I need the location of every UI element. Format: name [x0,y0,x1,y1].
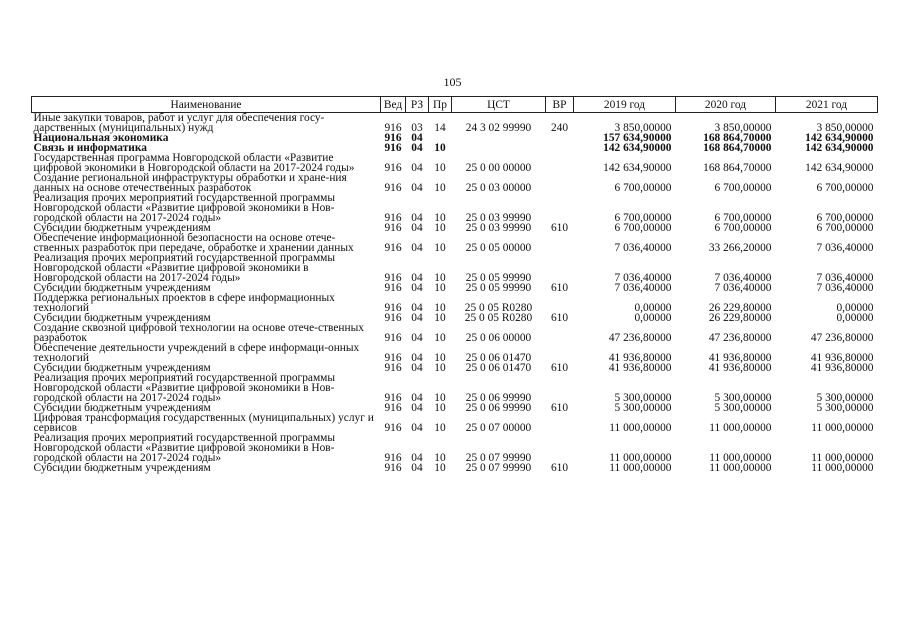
row-pr: 10 [434,142,446,154]
row-vr [546,293,574,313]
row-pr: 10 [434,392,446,404]
row-vr [546,253,574,283]
row-value-2020: 33 266,20000 [708,242,772,254]
header-name: Наименование [32,97,381,113]
row-cst: 25 0 06 99990 [465,402,532,414]
row-rz: 04 [411,272,423,284]
row-value-2021: 0,00000 [836,312,874,324]
table-row [32,413,878,433]
row-value-2019: 0,00000 [634,312,672,324]
row-value-2020: 11 000,00000 [709,452,772,464]
row-value-2020: 11 000,00000 [709,462,772,474]
row-value-2021: 6 700,00000 [816,212,874,224]
table-row [32,173,878,193]
row-cst: 25 0 00 00000 [465,162,532,174]
row-value-2020: 5 300,00000 [714,402,772,414]
row-value-2021: 5 300,00000 [816,392,874,404]
row-value-2021: 7 036,40000 [816,272,874,284]
row-cst [452,143,546,153]
row-cst: 25 0 05 99990 [465,272,532,284]
row-vr [546,153,574,173]
row-value-2021: 0,00000 [836,302,874,314]
row-cst: 25 0 06 01470 [465,362,532,374]
row-vr [546,173,574,193]
row-value-2020: 168 864,70000 [703,132,772,144]
row-pr: 10 [434,352,446,364]
row-vr [546,133,574,143]
row-value-2019: 3 850,00000 [614,122,672,134]
row-cst: 25 0 03 00000 [465,182,532,194]
row-value-2021: 47 236,80000 [810,332,874,344]
row-ved: 916 [384,272,402,284]
row-value-2019: 47 236,80000 [608,332,672,344]
row-name: Поддержка региональных проектов в сфере информационных технологий [33,292,335,314]
row-vr [546,433,574,463]
row-pr: 10 [434,162,446,174]
row-ved: 916 [384,312,402,324]
row-vr: 610 [550,402,569,414]
row-value-2021: 142 634,90000 [805,162,874,174]
row-pr: 10 [434,272,446,284]
row-name: Субсидии бюджетным учреждениям [33,362,211,374]
row-rz: 04 [411,312,423,324]
row-rz: 04 [411,242,423,254]
row-name: Субсидии бюджетным учреждениям [33,402,211,414]
row-ved: 916 [384,222,402,234]
row-ved: 916 [384,122,402,134]
row-value-2020: 6 700,00000 [714,222,772,234]
row-value-2019: 0,00000 [634,302,672,314]
row-ved: 916 [384,142,402,154]
row-rz: 04 [411,162,423,174]
row-ved: 916 [384,132,402,144]
row-vr: 610 [550,222,569,234]
row-pr: 10 [434,222,446,234]
row-pr: 10 [434,282,446,294]
row-vr [546,143,574,153]
row-value-2020: 41 936,80000 [708,362,772,374]
row-vr [546,193,574,223]
row-rz: 04 [411,212,423,224]
row-vr [546,323,574,343]
row-name: Создание сквозной цифровой технологии на основе отече-ственных разработок [33,322,364,344]
table-row [32,433,878,463]
row-rz: 04 [411,142,423,154]
row-rz: 04 [411,462,423,474]
row-pr: 10 [434,362,446,374]
row-name: Связь и информатика [33,142,147,154]
row-vr: 610 [550,362,569,374]
row-ved: 916 [384,332,402,344]
row-name: Обеспечение деятельности учреждений в сфере информаци-онных технологий [33,342,360,364]
row-name: Государственная программа Новгородской области «Развитие цифровой экономики в Новгородской области на 2017-2024 годы» [33,152,355,174]
row-value-2019: 11 000,00000 [609,422,672,434]
row-pr: 10 [434,312,446,324]
row-rz: 04 [411,402,423,414]
row-vr: 610 [550,462,569,474]
table-row [32,373,878,403]
row-value-2019: 6 700,00000 [614,182,672,194]
row-cst: 25 0 06 00000 [465,332,532,344]
row-pr: 10 [434,212,446,224]
budget-table [31,96,878,473]
row-name: Субсидии бюджетным учреждениям [33,312,211,324]
row-ved: 916 [384,452,402,464]
row-value-2019: 142 634,90000 [603,162,672,174]
table-header-row [32,97,878,113]
row-value-2019: 11 000,00000 [609,452,672,464]
row-ved: 916 [384,392,402,404]
row-value-2021: 6 700,00000 [816,222,874,234]
row-value-2020: 168 864,70000 [703,162,772,174]
row-value-2021: 41 936,80000 [810,352,874,364]
row-pr: 10 [434,422,446,434]
row-cst: 25 0 05 00000 [465,242,532,254]
row-value-2021: 11 000,00000 [811,452,874,464]
page-number: 105 [443,75,462,89]
row-cst: 25 0 05 99990 [465,282,532,294]
row-value-2021: 11 000,00000 [811,462,874,474]
table-row [32,463,878,473]
row-cst: 25 0 07 99990 [465,462,532,474]
row-ved: 916 [384,212,402,224]
row-cst: 25 0 06 99990 [465,392,532,404]
row-value-2020: 7 036,40000 [714,272,772,284]
row-cst: 25 0 03 99990 [465,212,532,224]
row-value-2020: 11 000,00000 [709,422,772,434]
row-value-2020: 7 036,40000 [714,282,772,294]
header-2019: 2019 год [574,97,676,113]
row-value-2019: 5 300,00000 [614,402,672,414]
row-value-2019: 5 300,00000 [614,392,672,404]
row-vr: 610 [550,312,569,324]
row-value-2021: 11 000,00000 [811,422,874,434]
row-pr: 10 [434,302,446,314]
row-value-2021: 7 036,40000 [816,242,874,254]
row-ved: 916 [384,282,402,294]
row-pr: 10 [434,462,446,474]
row-rz: 04 [411,222,423,234]
row-value-2021: 3 850,00000 [816,122,874,134]
table-row [32,193,878,223]
row-value-2020: 41 936,80000 [708,352,772,364]
row-rz: 04 [411,392,423,404]
row-cst: 24 3 02 99990 [465,122,532,134]
table-row [32,233,878,253]
row-rz: 03 [411,122,423,134]
row-cst: 25 0 07 99990 [465,452,532,464]
row-value-2021: 41 936,80000 [810,362,874,374]
row-cst: 25 0 03 99990 [465,222,532,234]
row-value-2019: 7 036,40000 [614,242,672,254]
row-value-2021: 142 634,90000 [805,132,874,144]
row-value-2020: 5 300,00000 [714,392,772,404]
header-2021: 2021 год [776,97,878,113]
row-value-2020: 168 864,70000 [703,142,772,154]
row-rz: 04 [411,332,423,344]
row-name: Субсидии бюджетным учреждениям [33,222,211,234]
row-vr [546,343,574,363]
row-ved: 916 [384,162,402,174]
row-name: Обеспечение информационной безопасности на основе отече-ственных разработок при передаче, обработке и хранении данных [33,232,354,254]
table-row [32,253,878,283]
row-value-2020: 3 850,00000 [714,122,772,134]
row-cst: 25 0 07 00000 [465,422,532,434]
table-body [32,113,878,474]
row-value-2019: 7 036,40000 [614,272,672,284]
row-vr: 240 [550,122,569,134]
row-rz: 04 [411,352,423,364]
row-value-2021: 6 700,00000 [816,182,874,194]
row-name: Национальная экономика [33,132,169,144]
row-rz: 04 [411,302,423,314]
row-name: Реализация прочих мероприятий государственной программы Новгородской области «Развитие цифровой экономики в Нов-городской области на 2017-2024 годы» [33,372,336,404]
row-rz: 04 [411,452,423,464]
row-vr [546,233,574,253]
row-value-2021: 142 634,90000 [805,142,874,154]
row-ved: 916 [384,422,402,434]
row-value-2019: 157 634,90000 [603,132,672,144]
row-vr: 610 [550,282,569,294]
header-pr: Пр [429,97,452,113]
row-name: Иные закупки товаров, работ и услуг для обеспечения госу-дарственных (муниципальных) нужд [33,112,325,134]
row-rz: 04 [411,282,423,294]
row-value-2020: 6 700,00000 [714,212,772,224]
row-vr [546,413,574,433]
row-value-2019: 6 700,00000 [614,222,672,234]
header-rz: РЗ [406,97,429,113]
row-value-2021: 7 036,40000 [816,282,874,294]
header-ved: Вед [381,97,406,113]
row-pr: 10 [434,182,446,194]
row-name: Субсидии бюджетным учреждениям [33,462,211,474]
row-value-2020: 47 236,80000 [708,332,772,344]
row-name: Субсидии бюджетным учреждениям [33,282,211,294]
table-row [32,153,878,173]
row-pr: 10 [434,332,446,344]
table-row [32,113,878,134]
row-rz: 04 [411,362,423,374]
header-cst: ЦСТ [452,97,546,113]
row-value-2019: 6 700,00000 [614,212,672,224]
row-cst [452,133,546,143]
row-value-2019: 41 936,80000 [608,362,672,374]
table-row [32,323,878,343]
row-value-2019: 41 936,80000 [608,352,672,364]
row-cst: 25 0 05 R0280 [464,312,533,324]
row-vr [546,373,574,403]
row-pr: 14 [434,122,446,134]
row-pr: 10 [434,242,446,254]
row-ved: 916 [384,362,402,374]
header-2020: 2020 год [676,97,776,113]
row-value-2020: 26 229,80000 [708,312,772,324]
row-value-2021: 5 300,00000 [816,402,874,414]
table-row [32,293,878,313]
row-ved: 916 [384,462,402,474]
row-name: Реализация прочих мероприятий государственной программы Новгородской области «Развитие цифровой экономики в Нов-городской области на 2017-2024 годы» [33,432,336,464]
row-cst: 25 0 06 01470 [465,352,532,364]
row-pr: 10 [434,402,446,414]
row-pr: 10 [434,452,446,464]
row-ved: 916 [384,352,402,364]
row-rz: 04 [411,182,423,194]
row-rz: 04 [411,132,423,144]
row-name: Создание региональной инфраструктуры обработки и хране-ния данных на основе отечественных разработок [33,172,347,194]
row-ved: 916 [384,402,402,414]
row-value-2019: 142 634,90000 [603,142,672,154]
row-ved: 916 [384,182,402,194]
row-value-2019: 11 000,00000 [609,462,672,474]
row-ved: 916 [384,242,402,254]
row-value-2019: 7 036,40000 [614,282,672,294]
row-rz: 04 [411,422,423,434]
row-name: Реализация прочих мероприятий государственной программы Новгородской области «Развитие цифровой экономики в Новгородской области на 2017-2024 годы» [33,252,336,284]
row-value-2020: 6 700,00000 [714,182,772,194]
row-ved: 916 [384,302,402,314]
table-row [32,343,878,363]
row-name: Цифровая трансформация государственных (муниципальных) услуг и сервисов [33,412,374,434]
row-cst: 25 0 05 R0280 [464,302,533,314]
row-value-2020: 26 229,80000 [708,302,772,314]
header-vr: ВР [546,97,574,113]
row-name: Реализация прочих мероприятий государственной программы Новгородской области «Развитие цифровой экономики в Нов-городской области на 2017-2024 годы» [33,192,336,224]
